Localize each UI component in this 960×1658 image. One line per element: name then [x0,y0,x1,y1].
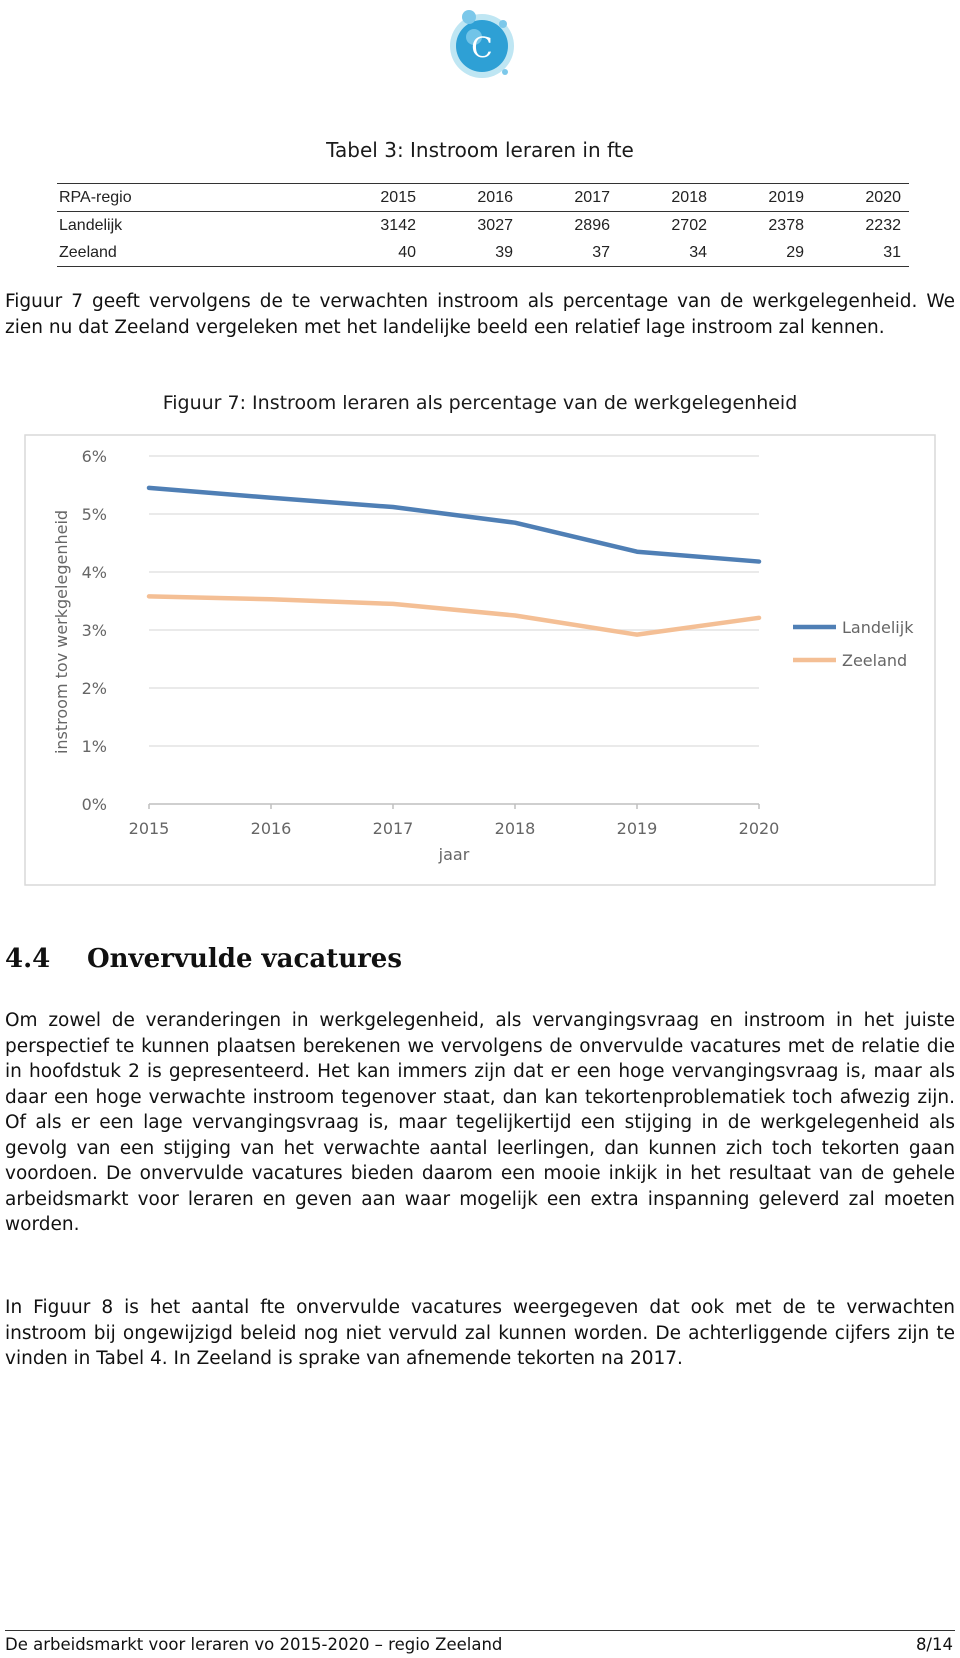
x-tick-label: 2020 [738,819,780,838]
legend-label: Landelijk [842,618,914,637]
table-row [57,239,909,267]
x-axis-title: jaar [438,845,470,864]
section-title: Onvervulde vacatures [87,944,402,974]
table-cell: 34 [618,239,715,267]
y-tick-label: 6% [81,447,107,466]
column-header: 2018 [618,184,715,212]
column-header: 2015 [327,184,424,212]
table-cell: 40 [327,239,424,267]
table-header-row [57,184,909,212]
y-tick-label: 3% [81,621,107,640]
figure-title: Figuur 7: Instroom leraren als percentage van de werkgelegenheid [162,392,798,414]
y-tick-label: 5% [81,505,107,524]
y-axis-title: instroom tov werkgelegenheid [52,509,71,755]
table-cell: 3027 [477,216,513,234]
column-header: 2020 [812,184,909,212]
svg-text:C: C [471,31,493,64]
x-tick-label: 2018 [494,819,536,838]
paragraph-figuur8: In Figuur 8 is het aantal fte onvervulde vacatures weergegeven dat ook met de te verwachten instroom bij ongewijzigd beleid nog niet vervuld zal kunnen worden. De achterliggende cijfers zijn te vinden in Tabel 4. In Zeeland is sprake van afnemende tekorten na 2017. [5,1297,955,1369]
x-tick-label: 2019 [616,819,658,838]
legend-label: Zeeland [842,651,908,670]
table-cell: Landelijk [59,216,123,234]
footer-title: De arbeidsmarkt voor leraren vo 2015-2020 – regio Zeeland [5,1635,503,1654]
column-header: 2019 [715,184,812,212]
table-cell: 2896 [574,216,610,234]
section-number: 4.4 [5,944,51,974]
y-tick-label: 2% [81,679,107,698]
x-tick-label: 2017 [372,819,414,838]
y-tick-label: 1% [81,737,107,756]
instroom-table [57,183,909,267]
page-number: 8/14 [915,1635,953,1654]
paragraph-intro: Figuur 7 geeft vervolgens de te verwachten instroom als percentage van de werkgelegenheid. We zien nu dat Zeeland vergeleken met het landelijke beeld een relatief lage instroom zal kennen. [5,291,955,338]
section-heading [5,944,402,974]
x-tick-label: 2015 [128,819,170,838]
table-cell: 2232 [865,216,901,234]
table-cell: Zeeland [57,239,327,267]
column-header: 2017 [521,184,618,212]
table-row [57,212,909,240]
logo [447,4,517,84]
table-cell: 3142 [380,216,416,234]
line-chart [24,434,936,886]
table-cell: 29 [715,239,812,267]
table-cell: 2378 [768,216,804,234]
page-footer [5,1630,955,1654]
paragraph-vacatures: Om zowel de veranderingen in werkgelegenheid, als vervangingsvraag en instroom in het juiste perspectief te kunnen plaatsen berekenen we vervolgens de onvervulde vacatures met de relatie die in hoofdstuk 2 is gepresenteerd. Het kan immers zijn dat er een hoge vervangingsvraag is, maar als daar een hoge verwachte instroom tegenover staat, dan kan tekortenproblematiek toch afwezig zijn. Of als er een lage vervangingsvraag is, maar tegelijkertijd een stijging in de werkgelegenheid als gevolg van een stijging van het verwachte aantal leerlingen, dan kunnen zich toch tekorten gaan voordoen. De onvervulde vacatures bieden daarom een mooie inkijk in het resultaat van de gehele arbeidsmarkt voor leraren en geven aan waar mogelijk een extra inspanning geleverd zal moeten worden. [5,1010,955,1235]
table-cell: 39 [424,239,521,267]
column-header: 2016 [424,184,521,212]
table-title: Tabel 3: Instroom leraren in fte [326,138,634,162]
column-header: RPA-regio [57,184,327,212]
x-tick-label: 2016 [250,819,292,838]
table-cell: 37 [521,239,618,267]
table-cell: 2702 [671,216,707,234]
y-tick-label: 0% [81,795,107,814]
table-cell: 31 [812,239,909,267]
y-tick-label: 4% [81,563,107,582]
